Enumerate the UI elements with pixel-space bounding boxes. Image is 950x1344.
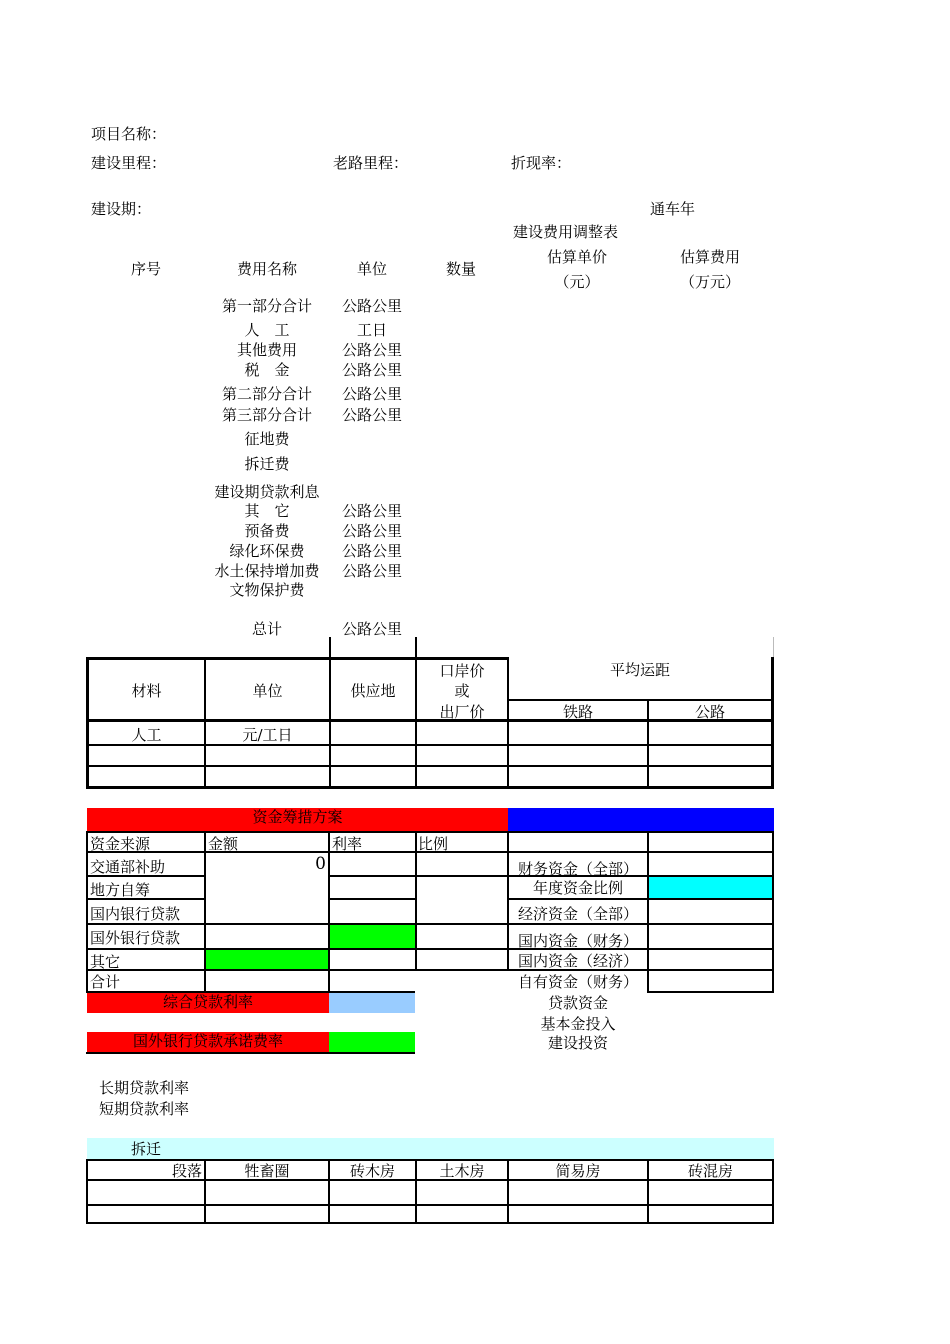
col-header-name: 费用名称: [236, 260, 297, 278]
funding-source: 其它: [90, 953, 121, 971]
cost-row-name: 拆迁费: [244, 455, 290, 473]
funding-header-rate: 利率: [332, 835, 363, 853]
cost-row-name: 第一部分合计: [221, 297, 312, 315]
discount-rate-label: 折现率：: [511, 154, 572, 172]
material-cell: 人工: [131, 726, 162, 744]
commitment-fee-label: 国外银行贷款承诺费率: [87, 1032, 329, 1053]
demolition-title: 拆迁: [131, 1140, 162, 1158]
material-header-material: 材料: [131, 682, 162, 700]
below-label: 贷款资金: [547, 994, 608, 1012]
funding-source: 国外银行贷款: [90, 929, 181, 947]
rate-cell-green[interactable]: [330, 925, 415, 948]
cost-row-name: 第二部分合计: [221, 385, 312, 403]
build-mileage-label: 建设里程：: [91, 154, 167, 172]
divider: [415, 637, 417, 657]
cost-row-unit: 工日: [356, 321, 387, 339]
below-label: 建设投资: [547, 1034, 608, 1052]
funding-blue-header: [508, 808, 774, 831]
material-header-road: 公路: [694, 703, 725, 721]
demolition-header: 牲畜圈: [244, 1162, 290, 1180]
funding-source: 交通部补助: [90, 858, 166, 876]
funding-header-amount: 金额: [208, 835, 239, 853]
cost-row-name: 建设期贷款利息: [214, 483, 320, 501]
funding-source: 国内银行贷款: [90, 905, 181, 923]
composite-rate-value[interactable]: [329, 993, 415, 1013]
funding-source: 地方自筹: [90, 881, 151, 899]
cost-row-name: 绿化环保费: [229, 542, 305, 560]
funding-header-ratio: 比例: [418, 835, 449, 853]
col-header-qty: 数量: [445, 260, 476, 278]
material-header-rail: 铁路: [562, 703, 593, 721]
col-header-seq: 序号: [130, 260, 161, 278]
right-label: 经济资金（全部）: [517, 905, 638, 923]
right-label: 财务资金（全部）: [517, 860, 638, 878]
cost-row-name: 预备费: [244, 522, 290, 540]
material-header-price-l3: 出厂价: [439, 703, 485, 721]
material-cell: 元/工日: [242, 726, 293, 744]
col-header-unit-price: 估算单价: [546, 248, 607, 266]
material-header-supply: 供应地: [350, 682, 396, 700]
demolition-header: 段落: [171, 1162, 202, 1180]
funding-source: 合计: [90, 973, 121, 991]
divider: [773, 637, 774, 657]
amount-value: 0: [315, 854, 326, 874]
demolition-header: 砖木房: [349, 1162, 395, 1180]
cost-row-name: 文物保护费: [229, 581, 305, 599]
cost-row-unit: 公路公里: [341, 341, 402, 359]
right-label: 年度资金比例: [532, 879, 623, 897]
commitment-fee-value[interactable]: [329, 1032, 415, 1053]
cost-row-unit: 公路公里: [341, 361, 402, 379]
funding-header-source: 资金来源: [90, 835, 151, 853]
composite-rate-label: 综合贷款利率: [87, 993, 329, 1013]
col-header-unit: 单位: [356, 260, 387, 278]
cost-row-unit: 公路公里: [341, 522, 402, 540]
divider: [329, 637, 331, 657]
open-year-label: 通车年: [650, 200, 696, 218]
cost-row-name: 征地费: [244, 430, 290, 448]
funding-title: 资金筹措方案: [87, 808, 508, 831]
annual-ratio-cell[interactable]: [649, 877, 772, 898]
old-road-mileage-label: 老路里程：: [333, 154, 409, 172]
cost-row-name: 第三部分合计: [221, 406, 312, 424]
long-term-rate-label: 长期贷款利率: [99, 1079, 190, 1097]
right-label: 自有资金（财务）: [517, 973, 638, 991]
material-header-avg-dist: 平均运距: [609, 661, 670, 679]
demolition-header: 砖混房: [687, 1162, 733, 1180]
cost-row-unit: 公路公里: [341, 502, 402, 520]
right-label: 国内资金（财务）: [517, 932, 638, 950]
col-header-cost: 估算费用: [679, 248, 740, 266]
demolition-header-bar: [87, 1138, 774, 1159]
cost-row-name: 税 金: [244, 361, 290, 379]
project-name-label: 项目名称：: [91, 125, 167, 143]
cost-row-name: 其 它: [244, 502, 290, 520]
cost-row-name: 人 工: [244, 321, 290, 339]
cost-row-unit: 公路公里: [341, 562, 402, 580]
material-header-price-l1: 口岸价: [439, 662, 485, 680]
material-header-price-l2: 或: [454, 682, 470, 700]
cost-row-name: 水土保持增加费: [214, 562, 320, 580]
right-label: 国内资金（经济）: [517, 952, 638, 970]
cost-row-unit: 公路公里: [341, 542, 402, 560]
col-header-unit-price-unit: （元）: [554, 273, 600, 291]
cost-row-unit: 公路公里: [341, 406, 402, 424]
short-term-rate-label: 短期贷款利率: [99, 1100, 190, 1118]
cost-row-name: 总计: [251, 620, 282, 638]
cost-table-title: 建设费用调整表: [513, 223, 619, 241]
cost-row-unit: 公路公里: [341, 620, 402, 638]
cost-row-name: 其他费用: [236, 341, 297, 359]
build-period-label: 建设期：: [91, 200, 152, 218]
amount-cell-green[interactable]: [206, 950, 328, 969]
material-header-unit: 单位: [252, 682, 283, 700]
cost-row-unit: 公路公里: [341, 297, 402, 315]
cost-row-unit: 公路公里: [341, 385, 402, 403]
demolition-header: 简易房: [555, 1162, 601, 1180]
demolition-header: 土木房: [439, 1162, 485, 1180]
below-label: 基本金投入: [540, 1015, 616, 1033]
col-header-cost-unit: （万元）: [679, 273, 740, 291]
